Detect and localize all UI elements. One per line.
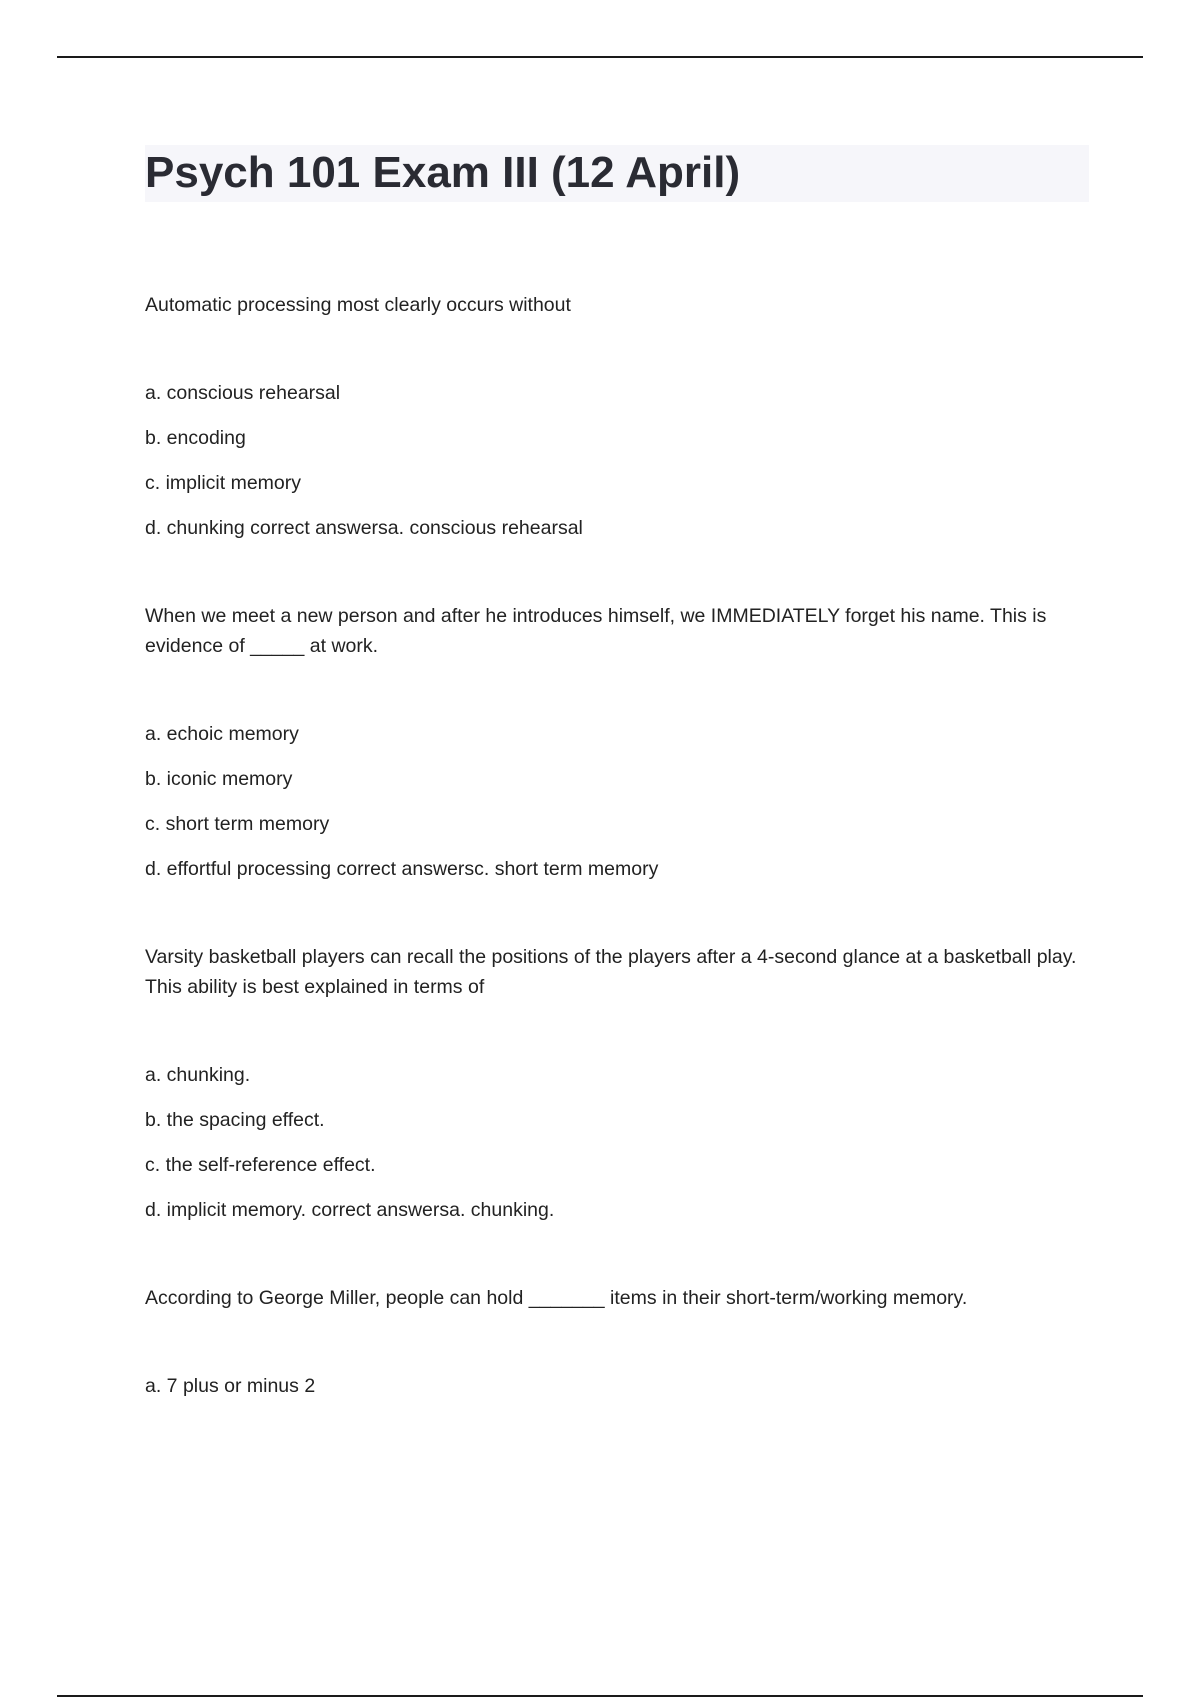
answer-option: d. chunking correct answersa. conscious rehearsal: [145, 517, 583, 539]
page-title: Psych 101 Exam III (12 April): [145, 148, 741, 197]
answer-option: a. 7 plus or minus 2: [145, 1375, 316, 1397]
answer-option: c. implicit memory: [145, 472, 302, 494]
question-text: When we meet a new person and after he introduces himself, we IMMEDIATELY forget his name. This is evidence of _____ at work.: [145, 605, 1047, 657]
question-4: [145, 1283, 1085, 1401]
answer-options: [145, 378, 1085, 543]
answer-option: a. echoic memory: [145, 723, 299, 745]
question-text: According to George Miller, people can hold _______ items in their short-term/working memory.: [145, 1287, 968, 1309]
answer-option: a. chunking.: [145, 1064, 251, 1086]
answer-option: b. encoding: [145, 427, 246, 449]
answer-option: d. effortful processing correct answersc. short term memory: [145, 858, 659, 880]
question-1: [145, 290, 1085, 543]
question-text: Varsity basketball players can recall the positions of the players after a 4-second glance at a basketball play. This ability is best explained in terms of: [145, 946, 1077, 998]
bottom-rule: [57, 1695, 1143, 1697]
answer-options: [145, 719, 1085, 884]
answer-option: d. implicit memory. correct answersa. chunking.: [145, 1199, 555, 1221]
answer-option: c. short term memory: [145, 813, 330, 835]
answer-option: b. iconic memory: [145, 768, 293, 790]
answer-option: a. conscious rehearsal: [145, 382, 341, 404]
answer-options: [145, 1371, 1085, 1401]
answer-option: c. the self-reference effect.: [145, 1154, 376, 1176]
question-list: [145, 290, 1085, 1401]
top-rule: [57, 56, 1143, 58]
answer-option: b. the spacing effect.: [145, 1109, 325, 1131]
question-3: [145, 942, 1085, 1225]
question-text: Automatic processing most clearly occurs without: [145, 294, 571, 316]
answer-options: [145, 1060, 1085, 1225]
question-2: [145, 601, 1085, 884]
